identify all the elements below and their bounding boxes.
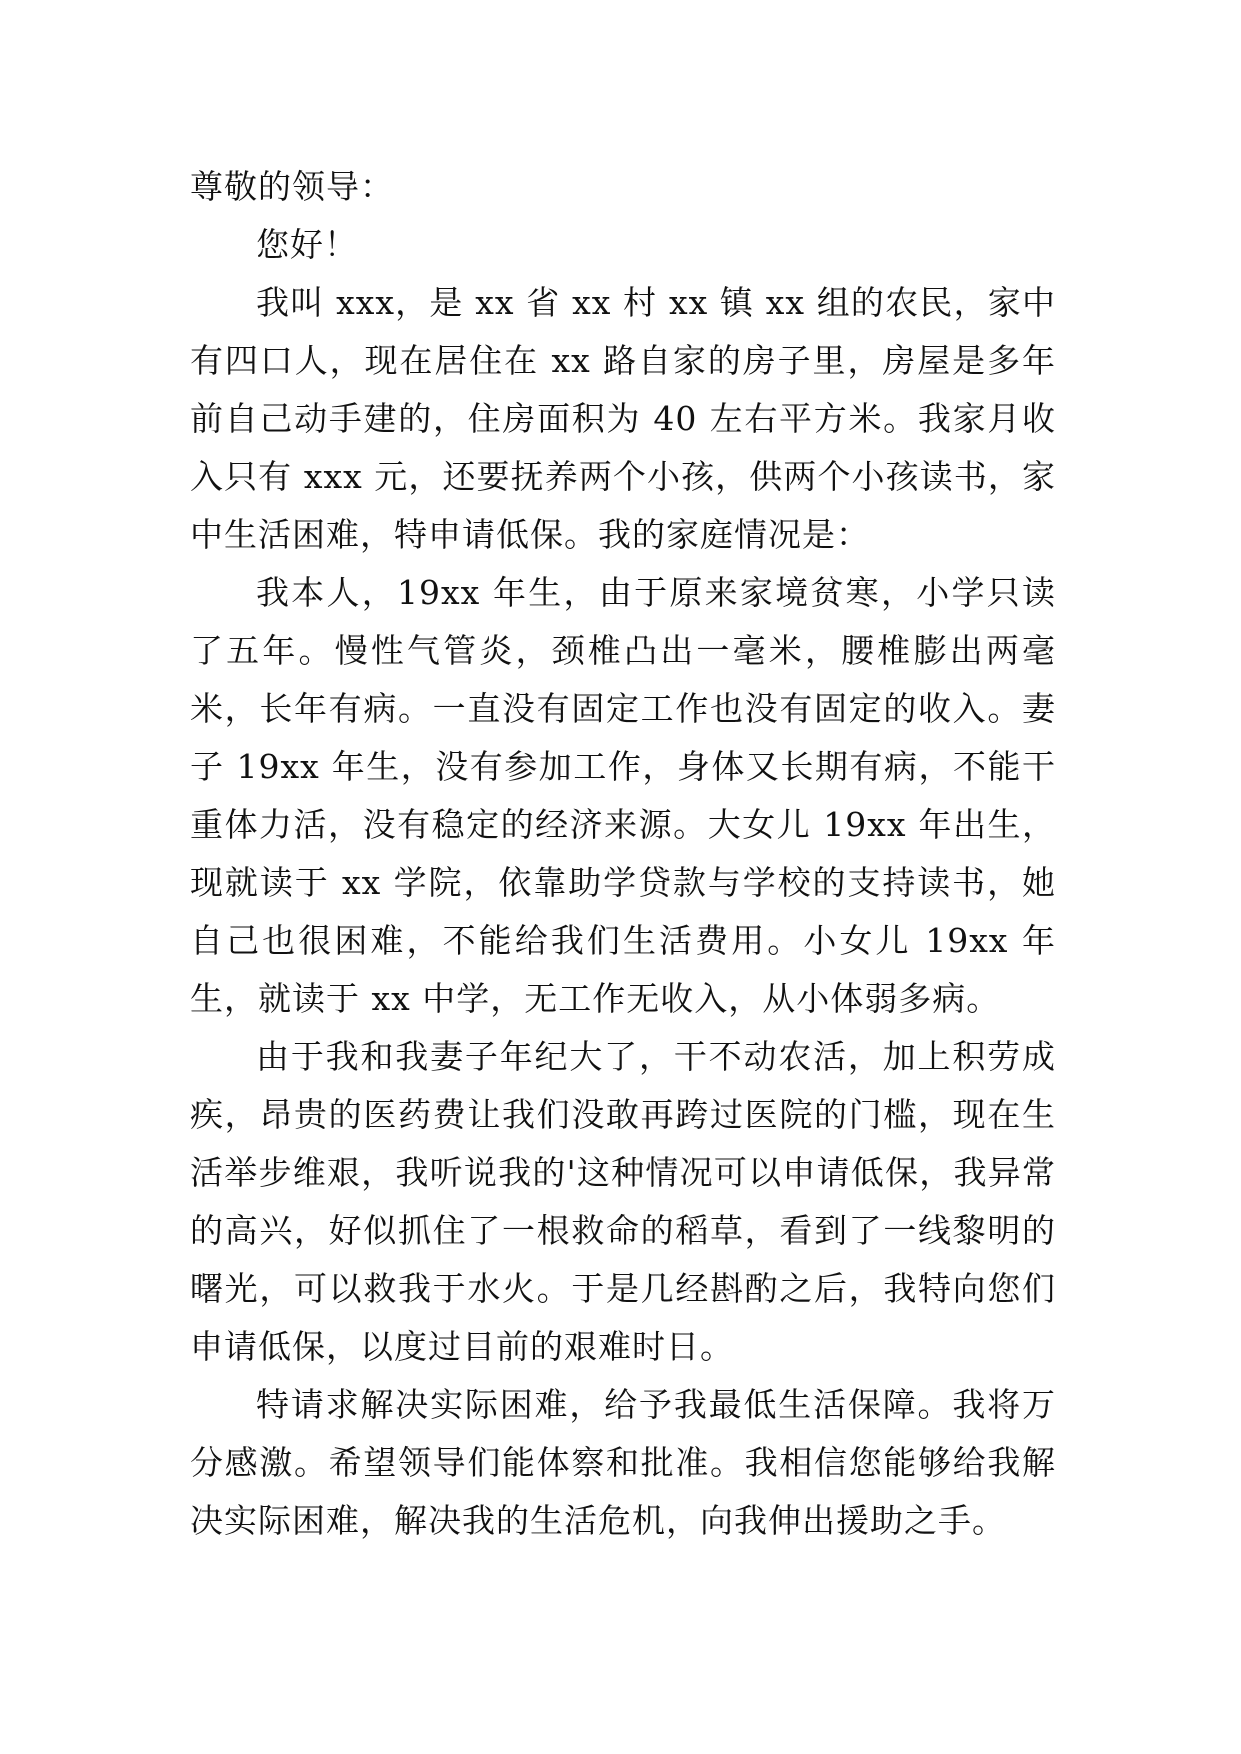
hardship-paragraph: 由于我和我妻子年纪大了，干不动农活，加上积劳成疾，昂贵的医药费让我们没敢再跨过医院的门槛，现在生活举步维艰，我听说我的'这种情况可以申请低保，我异常的高兴，好似抓住了一根救命的稻草，看到了一线黎明的曙光，可以救我于水火。于是几经斟酌之后，我特向您们申请低保，以度过目前的艰难时日。 [190,1037,1056,1366]
letter-body [190,158,1056,1550]
introduction-paragraph: 我叫 xxx，是 xx 省 xx 村 xx 镇 xx 组的农民，家中有四口人，现在居住在 xx 路自家的房子里，房屋是多年前自己动手建的，住房面积为 40 左右平方米。我家月收入只有 xxx 元，还要抚养两个小孩，供两个小孩读书，家中生活困难，特申请低保。我的家庭情况是： [190,283,1056,554]
salutation: 尊敬的领导： [190,167,394,206]
closing-request-paragraph: 特请求解决实际困难，给予我最低生活保障。我将万分感激。希望领导们能体察和批准。我相信您能够给我解决实际困难，解决我的生活危机，向我伸出援助之手。 [190,1385,1056,1540]
greeting-paragraph: 您好！ [256,225,358,264]
family-situation-paragraph: 我本人，19xx 年生，由于原来家境贫寒，小学只读了五年。慢性气管炎，颈椎凸出一毫米，腰椎膨出两毫米，长年有病。一直没有固定工作也没有固定的收入。妻子 19xx 年生，没有参加工作，身体又长期有病，不能干重体力活，没有稳定的经济来源。大女儿 19xx 年出生，现就读于 xx 学院，依靠助学贷款与学校的支持读书，她自己也很困难，不能给我们生活费用。小女儿 19xx 年生，就读于 xx 中学，无工作无收入，从小体弱多病。 [190,573,1056,1018]
